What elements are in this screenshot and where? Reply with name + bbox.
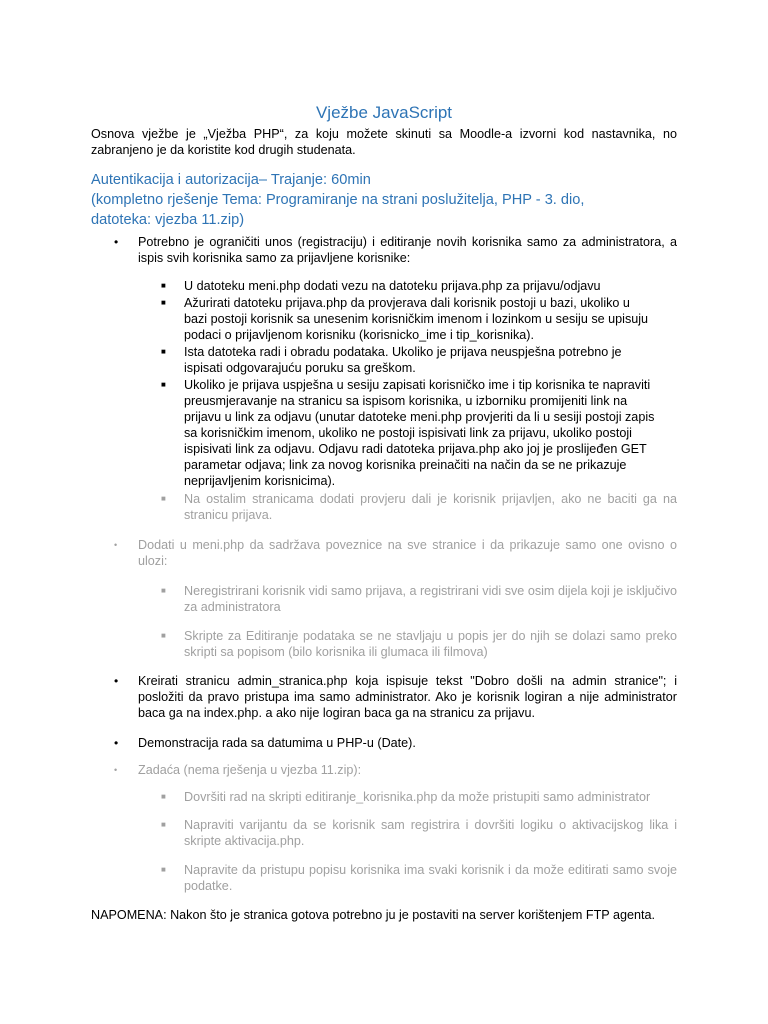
square-bullet-marker: ■ [161,494,166,503]
sub-list-item: Skripte za Editiranje podataka se ne stavljaju u popis jer do njih se dolazi samo preko skripti sa popisom (bilo korisnika ili glumaca ili filmova) [184,629,677,659]
list-item: Zadaća (nema rješenja u vjezba 11.zip): [138,763,362,777]
section-heading-line: datoteka: vjezba 11.zip) [91,212,245,228]
square-bullet-marker: ■ [161,281,166,290]
list-item: Dodati u meni.php da sadržava poveznice na sve stranice i da prikazuje samo one ovisno o ulozi: [138,538,677,568]
sub-list-item: Ukoliko je prijava uspješna u sesiju zapisati korisničko ime i tip korisnika te napraviti preusmjeravanje na stranicu sa ispisom korisnika, u izborniku promijeniti link na prijavu u link za odjavu (unutar datoteke meni.php provjeriti da li u sesiji postoji zapis sa korisničkim imenom, ukoliko ne postoji ispisivati link za prijavu, ukoliko postoji ispisivati link za odjavu. Odjavu radi datoteka prijava.php ako joj je proslijeđen GET parametar odjava; link za novog korisnika preinačiti na način da se ne prikazuje neprijavljenim korisnicima). [184,378,655,488]
list-item: Potrebno je ograničiti unos (registraciju) i editiranje novih korisnika samo za administratora, a ispis svih korisnika samo za prijavljene korisnike: [138,235,677,265]
document-title: Vježbe JavaScript [315,103,453,122]
bullet-marker: • [114,765,118,775]
list-item: Demonstracija rada sa datumima u PHP-u (Date). [138,736,416,750]
sub-list-item: Ista datoteka radi i obradu podataka. Ukoliko je prijava neuspješna potrebno je ispisati odgovarajuću poruku sa greškom. [184,345,622,375]
square-bullet-marker: ■ [161,380,166,389]
square-bullet-marker: ■ [161,347,166,356]
intro-paragraph: Osnova vježbe je „Vježba PHP“, za koju možete skinuti sa Moodle-a izvorni kod nastavnika, no zabranjeno je da koristite kod drugih studenata. [91,127,677,157]
bullet-marker: • [114,235,119,249]
bullet-marker: • [114,736,119,750]
square-bullet-marker: ■ [161,865,166,874]
sub-list-item: Napravite da pristupu popisu korisnika ima svaki korisnik i da može editirati samo svoje podatke. [184,863,677,893]
sub-list-item: Na ostalim stranicama dodati provjeru dali je korisnik prijavljen, ako ne baciti ga na stranicu prijava. [184,492,677,522]
note-paragraph: NAPOMENA: Nakon što je stranica gotova potrebno ju je postaviti na server korištenjem FTP agenta. [91,908,655,922]
section-heading-line: (kompletno rješenje Tema: Programiranje na strani poslužitelja, PHP - 3. dio, [91,192,585,208]
sub-list-item: Napraviti varijantu da se korisnik sam registrira i dovršiti logiku o aktivacijskog lika i skripte aktivacija.php. [184,818,677,848]
section-heading-line: Autentikacija i autorizacija– Trajanje: 60min [91,172,371,188]
section-heading [91,170,677,230]
square-bullet-marker: ■ [161,631,166,640]
bullet-marker: • [114,540,118,550]
square-bullet-marker: ■ [161,792,166,801]
square-bullet-marker: ■ [161,586,166,595]
sub-list-item: Ažurirati datoteku prijava.php da provjerava dali korisnik postoji u bazi, ukoliko u bazi postoji korisnik sa unesenim korisničkim imenom i lozinkom u sesiju se upisuju podaci o prijavljenom korisniku (korisnicko_ime i tip_korisnika). [184,296,649,342]
square-bullet-marker: ■ [161,820,166,829]
sub-list-item: Dovršiti rad na skripti editiranje_korisnika.php da može pristupiti samo administrator [184,790,651,804]
list-item: Kreirati stranicu admin_stranica.php koja ispisuje tekst "Dobro došli na admin stranice"; i posložiti da pravo pristupa ima samo administrator. Ako je korisnik logiran a nije administrator baca ga na index.php. a ako nije logiran baca ga na stranicu za prijavu. [138,674,677,720]
sub-list-item: U datoteku meni.php dodati vezu na datoteku prijava.php za prijavu/odjavu [184,279,601,293]
sub-list-item: Neregistrirani korisnik vidi samo prijava, a registrirani vidi sve osim dijela koji je isključivo za administratora [184,584,677,614]
bullet-marker: • [114,674,119,688]
square-bullet-marker: ■ [161,298,166,307]
